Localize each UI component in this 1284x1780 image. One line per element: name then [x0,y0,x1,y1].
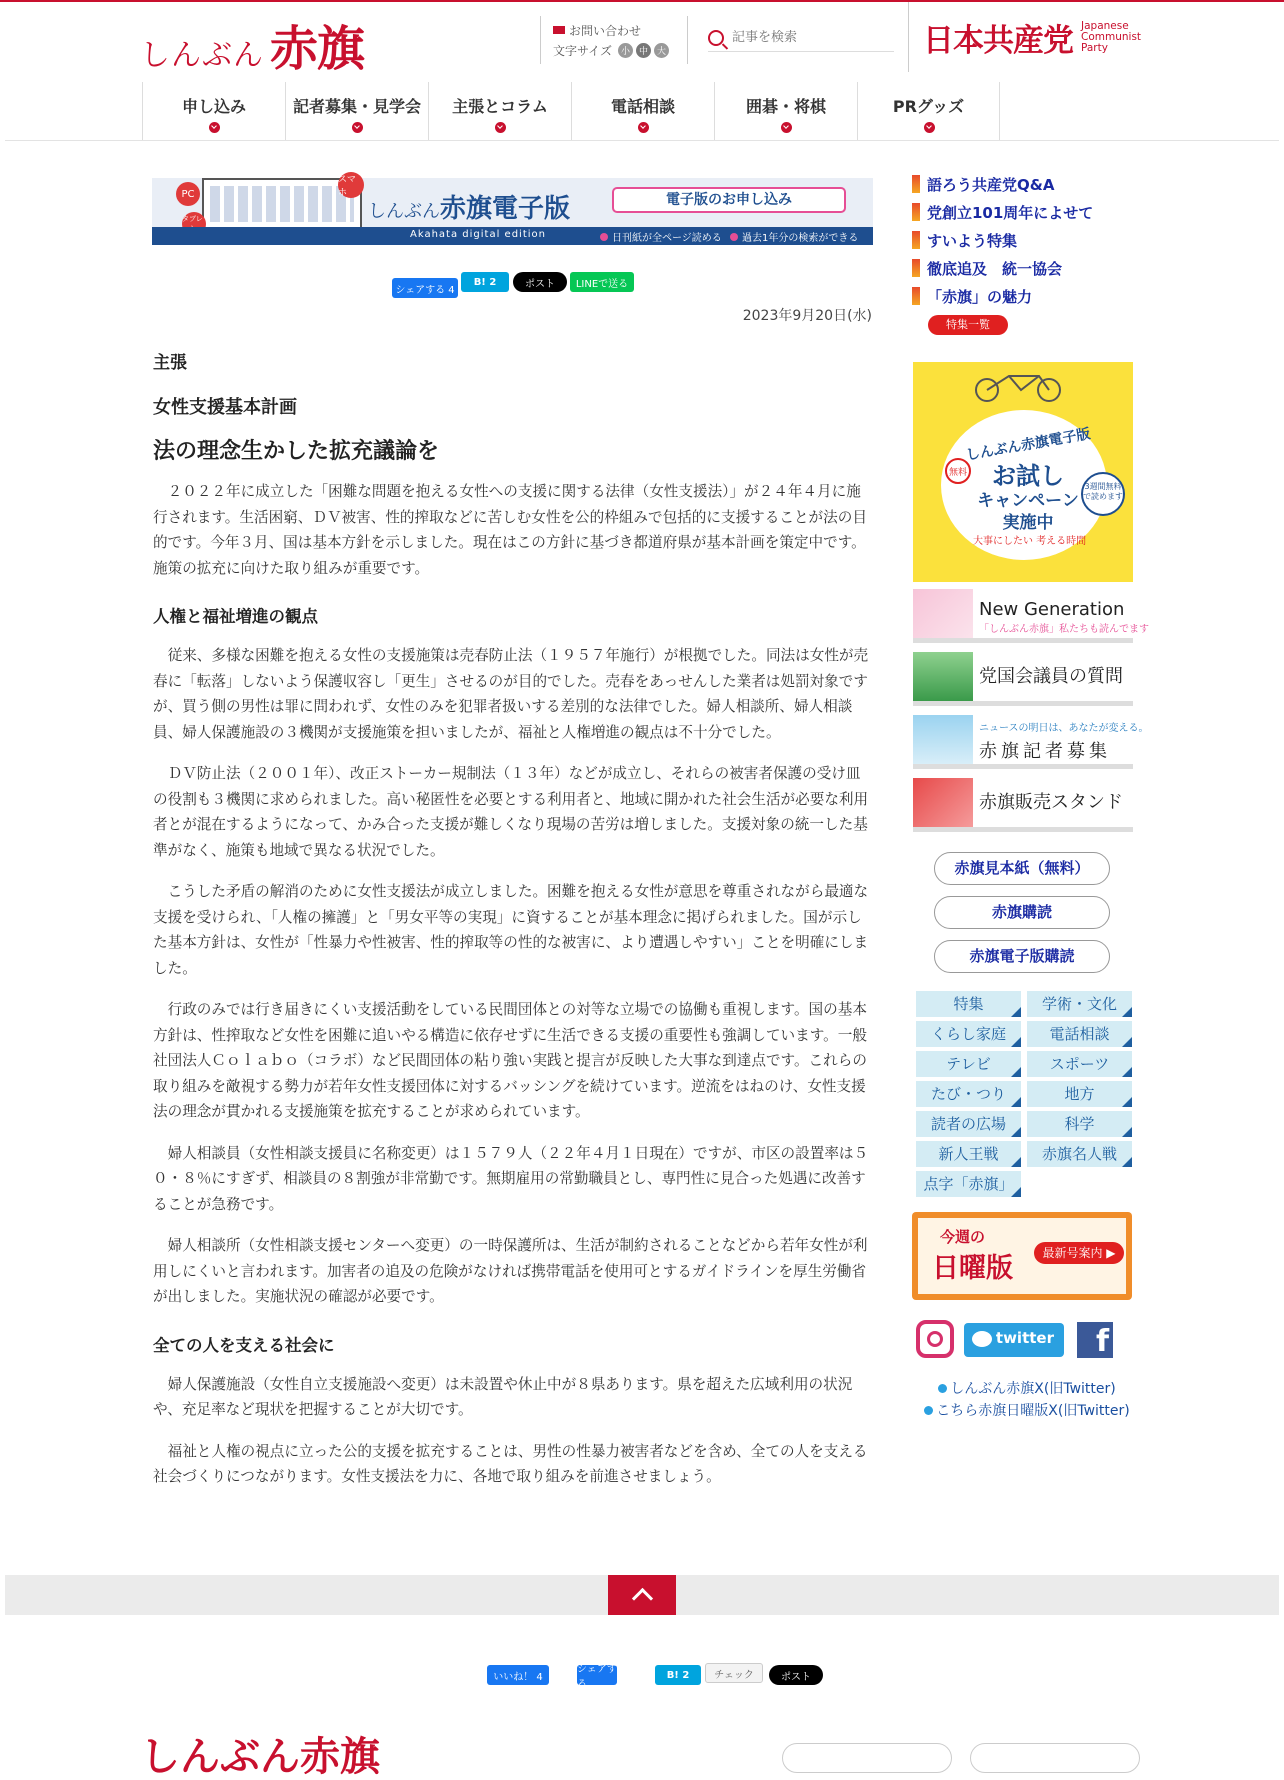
jcp-logo[interactable] [908,2,1146,72]
category-link[interactable]: スポーツ [1027,1051,1132,1077]
category-link[interactable]: 点字「赤旗」 [916,1171,1021,1197]
font-size-large-button[interactable]: 大 [654,43,669,58]
nav-label: 記者募集・見学会 [292,97,421,116]
digital-edition-banner[interactable] [152,175,873,245]
category-link[interactable]: 地方 [1027,1081,1132,1107]
campaign-line: しんぶん赤旗電子版 [964,426,1092,464]
new-generation-tile[interactable] [913,589,1149,643]
nav-item-pr-goods[interactable] [857,82,1000,140]
article-heading: 人権と福祉増進の観点 [153,607,318,626]
site-logo[interactable] [140,10,365,77]
facebook-share-button[interactable]: シェアする [577,1664,617,1690]
reporter-recruit-tile[interactable] [913,715,1149,769]
trial-campaign-banner[interactable] [913,362,1133,582]
footer-logo[interactable]: しんぶん赤旗 [140,1733,380,1780]
sample-paper-button[interactable]: 赤旗見本紙（無料） [934,852,1110,885]
contact-label: お問い合わせ [569,23,642,38]
feature-links [912,170,1093,310]
category-link[interactable]: 読者の広場 [916,1111,1021,1137]
newspaper-thumbnail [913,715,973,764]
tile-sub-label: ニュースの明日は、あなたが変える。 [979,723,1149,734]
hatena-bookmark-button[interactable]: B! 2 [655,1665,701,1685]
facebook-like-button[interactable]: いいね！ 4 [487,1665,549,1685]
banner-strip [152,227,873,245]
x-link-label: こちら赤旗日曜版X(旧Twitter) [936,1403,1130,1419]
category-link[interactable]: くらし家庭 [916,1021,1021,1047]
article-paragraph: 婦人相談員（女性相談支援員に名称変更）は１５７９人（２２年４月１日現在）ですが、市区の設置率は５０・８％にすぎず、相談員の８割強が非常勤です。無期雇用の常勤職員とし、専門性に見合った処遇に改善することが急務です。 [153,1144,869,1213]
campaign-tagline: 大事にしたい 考える時間 [973,536,1087,547]
sales-stand-tile[interactable] [913,778,1133,832]
category-link[interactable]: 科学 [1027,1111,1132,1137]
nav-label: 主張とコラム [452,97,548,116]
campaign-line: キャンペーン [977,491,1079,511]
banner-edition: Akahata digital edition [410,229,546,240]
category-link[interactable]: 赤旗名人戦 [1027,1141,1132,1167]
nav-label: PRグッズ [892,97,965,116]
article-paragraph: 婦人保護施設（女性自立支援施設へ変更）は未設置や休止中が８県あります。県を超えた広域利用の状況や、充足率など現状を把握することが大切です。 [153,1375,853,1418]
sunday-line1: 今週の [940,1228,986,1246]
article-paragraph: 福祉と人権の視点に立った公的支援を拡充することは、男性の性暴力被害者などを含め、全ての人を支える社会づくりにつながります。女性支援法を力に、各地で取り組みを前進させましょう。 [153,1442,868,1485]
back-to-top-button[interactable] [608,1575,676,1615]
chevron-down-icon [924,122,935,133]
article-date: 2023年9月20日(水) [742,308,872,324]
nav-item-apply[interactable] [142,82,285,140]
bar-icon [912,259,920,277]
article-paragraph: 従来、多様な困難を抱える女性の支援施策は売春防止法（１９５７年施行）が根拠でした。同法は女性が売春に「転落」しないよう保護収容し「更生」させるのが目的でした。売春をあっせんした業者は処罰対象ですが、買う側の男性は罪に問われず、女性のみを犯罪者扱いする差別的な法律でした。婦人相談所、婦人相談員、婦人保護施設の３機関が支援施策を担いましたが、福祉と人権増進の観点は不十分でした。 [153,647,869,741]
pc-badge: PC [176,182,200,206]
bar-icon [912,203,920,221]
banner-title-big: 赤旗電子版 [440,194,571,224]
party-name-en [1081,21,1141,54]
chevron-down-icon [781,122,792,133]
category-link[interactable]: テレビ [916,1051,1021,1077]
banner-feature-1 [600,229,722,244]
search-box [708,24,894,52]
sidebar-link-label: すいよう特集 [927,231,1018,250]
chevron-down-icon [638,122,649,133]
article-paragraph: ＤＶ防止法（２００１年）、改正ストーカー規制法（１３年）などが成立し、それらの被害者保護の受け皿の役割も３機関に求められました。高い秘匿性を必要とする利用者と、地域に開かれた社会生活が必要な利用者とが混在するようになって、かみ合った支援が難しくなり現場の苦労は増しました。支援対象の統一した基準がなく、施策も地域で異なる状況でした。 [153,765,869,859]
sunday-inner [918,1218,1126,1294]
diet-questions-tile[interactable] [913,652,1133,706]
twitter-label: twitter [995,1329,1054,1347]
banner-title [368,188,570,225]
sidebar-link-label: 語ろう共産党Q&A [927,175,1055,194]
tablet-badge: タブレ [182,212,206,236]
x-link-sunday[interactable] [912,1400,1142,1422]
instagram-icon[interactable] [916,1320,954,1358]
x-post-button[interactable]: ポスト [769,1665,823,1685]
sidebar-link[interactable] [912,282,1093,310]
article-paragraph: ２０２２年に成立した「困難な問題を抱える女性への支援に関する法律（女性支援法）」が２４年４月に施行されます。生活困窮、ＤＶ被害、性的搾取などに苦しむ女性を公的枠組みで包括的に支援することが法の目的です。今年３月、国は基本方針を示しました。現在はこの方針に基づき都道府県が基本計画を策定中です。施策の拡充に向けた取り組みが重要です。 [153,483,867,577]
article-subtitle: 女性支援基本計画 [153,397,297,418]
latest-issue-button[interactable]: 最新号案内 ▶ [1034,1242,1124,1264]
category-link[interactable]: 新人王戦 [916,1141,1021,1167]
nav-item-recruit[interactable] [285,82,428,140]
tile-sub-label: 「しんぶん赤旗」私たちも読んでます [979,624,1149,635]
article [153,348,873,1506]
diet-building-thumbnail [913,652,973,701]
party-en-line: Communist [1081,30,1142,43]
category-link[interactable]: たび・つり [916,1081,1021,1107]
nav-label: 電話相談 [610,97,675,116]
party-en-line: Japanese [1081,19,1129,32]
x-link-label: しんぶん赤旗X(旧Twitter) [950,1381,1116,1397]
category-link[interactable]: 特集 [916,991,1021,1017]
digital-apply-button[interactable]: 電子版のお申し込み [612,187,846,213]
twitter-follow-button[interactable] [964,1323,1064,1357]
bar-icon [912,231,920,249]
mixi-check-button[interactable]: チェック [705,1663,763,1683]
footer-pill[interactable] [782,1743,952,1773]
logo-big-text: 赤旗 [270,21,365,77]
x-post-button[interactable]: ポスト [513,272,567,292]
nav-label: 囲碁・将棋 [745,97,826,116]
nav-item-columns[interactable] [428,82,571,140]
nav-label: 申し込み [181,97,246,116]
campaign-line: お試し [992,462,1064,490]
footer-pill[interactable] [970,1743,1140,1773]
banner-title-small: しんぶん [368,201,440,222]
nav-divider [5,140,1279,141]
campaign-line: 実施中 [1002,513,1054,533]
chevron-down-icon [352,122,363,133]
feature-list-button[interactable]: 特集一覧 [928,315,1008,335]
feature-text: 日刊紙が全ページ読める [612,233,722,244]
contact-link[interactable] [553,20,687,40]
twitter-bird-icon [972,1331,992,1347]
font-size-medium-button[interactable]: 中 [636,43,651,58]
font-size-label: 文字サイズ [553,43,613,58]
main-nav [142,82,1000,140]
chevron-down-icon [209,122,220,133]
nav-item-go-shogi[interactable] [714,82,857,140]
bar-icon [912,287,920,305]
logo-small-text: しんぶん [140,38,264,73]
party-en-line: Party [1081,41,1108,54]
hatena-bookmark-button[interactable]: B! 2 [461,272,509,292]
header-utility [540,16,688,64]
article-kicker: 主張 [153,353,187,373]
search-icon[interactable] [708,30,724,46]
line-share-button[interactable]: LINEで送る [570,272,634,292]
tile-label: 赤旗記者募集 [979,741,1111,762]
x-link-akahata[interactable] [912,1378,1142,1400]
subscribe-button[interactable]: 赤旗購読 [934,896,1110,929]
tile-label: 党国会議員の質問 [979,666,1123,687]
tile-label: New Generation [979,599,1125,620]
nav-item-phone[interactable] [571,82,714,140]
dot-icon [938,1384,947,1393]
font-size-small-button[interactable]: 小 [618,43,633,58]
sidebar-link-label: 「赤旗」の魅力 [927,287,1033,306]
font-size-control [553,40,687,60]
sidebar-link[interactable] [912,198,1093,226]
article-heading: 全ての人を支える社会に [153,1335,335,1355]
category-link[interactable]: 電話相談 [1027,1021,1132,1047]
banner-feature-2 [730,229,858,244]
map-thumbnail [913,778,973,827]
article-paragraph: 婦人相談所（女性相談支援センターへ変更）の一時保護所は、生活が制約されることなどから若年女性が利用しにくいと言われます。加害者の追及の危険がなければ携帯電話を使用可とするガイドラインを厚生労働省が出しました。実施状況の確認が必要です。 [153,1237,868,1305]
envelope-icon [553,26,565,34]
article-title: 法の理念生かした拡充議論を [153,439,440,464]
sidebar-link-label: 党創立101周年によせて [927,203,1094,222]
party-name: 日本共産党 [923,22,1073,59]
feature-text: 過去1年分の検索ができる [742,233,859,244]
new-generation-thumbnail [913,589,973,638]
sunday-line2: 日曜版 [932,1253,1013,1284]
facebook-icon[interactable]: f [1077,1322,1113,1358]
category-link[interactable]: 学術・文化 [1027,991,1132,1017]
bar-icon [912,175,920,193]
chevron-down-icon [495,122,506,133]
article-paragraph: こうした矛盾の解消のために女性支援法が成立しました。困難を抱える女性が意思を尊重されながら最適な支援を受けられ、「人権の擁護」と「男女平等の実現」に資することが基本理念に掲げられました。国が示した基本方針は、女性が「性暴力や性被害、性的搾取等の性的な被害に、より遭遇しやすい」ことを明確にしました。 [153,883,869,977]
sidebar-link-label: 徹底追及 統一協会 [927,259,1063,278]
sidebar-link[interactable] [912,226,1093,254]
sidebar-link[interactable] [912,170,1093,198]
bicycle-icon [969,372,1069,402]
smartphone-badge: スマホ [338,172,364,198]
dot-icon [924,1406,933,1415]
x-links [912,1378,1142,1422]
sidebar-link[interactable] [912,254,1093,282]
facebook-share-button[interactable]: シェアする 4 [392,278,458,298]
article-paragraph: 行政のみでは行き届きにくい支援活動をしている民間団体との対等な立場での協働も重視します。国の基本方針は、性搾取など女性を困難に追いやる構造に依存せずに生活できる支援の重要性も強調しています。一般社団法人Ｃｏｌａｂｏ（コラボ）など民間団体の粘り強い実践と提言が反映した大事な到達点です。これらの取り組みを敵視する勢力が若年女性支援団体に対するバッシングを続けています。逆流をはねのけ、女性支援法の理念が貫かれる支援施策を拡充することが求められています。 [153,1001,867,1120]
sunday-edition-banner[interactable] [912,1212,1132,1300]
search-input[interactable] [732,30,882,45]
three-weeks-badge: 3週間無料で読めます [1081,472,1125,516]
free-badge: 無料 [945,458,971,484]
tile-label: 赤旗販売スタンド [979,792,1123,813]
digital-subscribe-button[interactable]: 赤旗電子版購読 [934,940,1110,973]
